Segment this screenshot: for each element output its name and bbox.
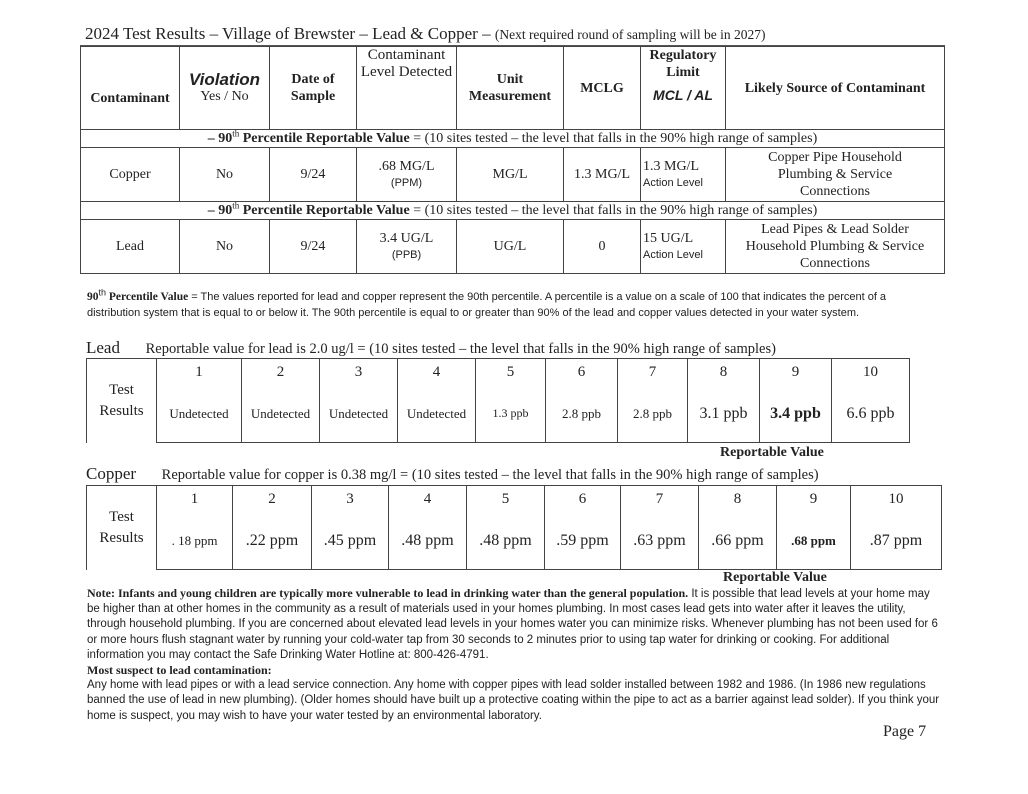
test-results-label: Test Results: [87, 359, 157, 443]
header-reg-limit: [641, 47, 726, 130]
lead-results-table: [86, 358, 910, 443]
definition-label-rest: Percentile Value: [106, 291, 189, 303]
sample-number: 2: [242, 359, 320, 386]
sample-number: 10: [832, 359, 910, 386]
sample-number: 5: [467, 486, 545, 513]
sample-value: 3.1 ppb: [688, 385, 760, 443]
percentile-bold: Percentile Reportable Value: [239, 131, 410, 146]
sample-value: 2.8 ppb: [618, 385, 688, 443]
percentile-bold: Percentile Reportable Value: [239, 203, 410, 218]
row-violation: No: [180, 148, 270, 202]
copper-results-table: [86, 485, 942, 570]
percentile-definition: [87, 287, 937, 321]
sample-number: 7: [618, 359, 688, 386]
header-violation-label: Violation: [188, 70, 261, 89]
row-date: 9/24: [270, 220, 357, 274]
test-results-label: Test Results: [87, 486, 157, 570]
percentile-note: [81, 130, 945, 148]
row-level-sub: (PPM): [390, 176, 423, 189]
sample-value: Undetected: [242, 385, 320, 443]
sample-number: 5: [476, 359, 546, 386]
sample-value: .63 ppm: [621, 512, 699, 570]
row-limit-sub: Action Level: [643, 176, 703, 189]
title-note: (Next required round of sampling will be in 2027): [494, 27, 766, 42]
suspect-heading: Most suspect to lead contamination:: [87, 663, 272, 678]
row-unit: UG/L: [457, 220, 564, 274]
definition-text: = The values reported for lead and copper represent the 90th percentile. A percentile is a value on a scale of 100 that indicates the percent of a distribution system that is equal to or below it. The 90th percentile is equal to or greater than 90% of the lead and copper values detected in your water system.: [87, 291, 887, 319]
sample-value: .45 ppm: [312, 512, 389, 570]
document-title: [85, 24, 766, 44]
definition-label-sup: th: [98, 287, 107, 298]
header-violation: [180, 47, 270, 130]
sample-number-row: [87, 486, 942, 513]
sample-number: 2: [233, 486, 312, 513]
reportable-sample-value: 3.4 ppb: [760, 385, 832, 443]
sample-value-row: [87, 512, 942, 570]
header-violation-sub: Yes / No: [200, 89, 249, 104]
percentile-rest: = (10 sites tested – the level that falls in the 90% high range of samples): [409, 203, 818, 218]
sample-number: 3: [312, 486, 389, 513]
sample-number: 1: [157, 359, 242, 386]
results-table: [80, 46, 945, 274]
percentile-prefix: – 90: [207, 131, 233, 146]
sample-value: .48 ppm: [389, 512, 467, 570]
sample-value: 1.3 ppb: [476, 385, 546, 443]
sample-value: .59 ppm: [545, 512, 621, 570]
sample-number: 10: [851, 486, 942, 513]
header-level: Contaminant Level Detected: [357, 47, 457, 130]
sample-value: .48 ppm: [467, 512, 545, 570]
sample-value: 2.8 ppb: [546, 385, 618, 443]
notes-section: [87, 586, 945, 724]
percentile-note: [81, 202, 945, 220]
page-number: Page 7: [883, 723, 927, 740]
title-main: 2024 Test Results – Village of Brewster – Lead & Copper –: [85, 24, 491, 43]
row-limit: [641, 148, 726, 202]
infant-note-text: It is possible that lead levels at your home may be higher than at other homes in the community as a result of materials used in your homes plumbing. In most cases lead gets into water after it leaves the utility, through household plumbing. If you are concerned about elevated lead levels in your homes water you can minimize risks. Whenever plumbing has not been used for 6 or more hours flush stagnant water by running your cold-water tap from 30 seconds to 2 minutes prior to using tap water for drinking or cooking. For additional information you may contact the Safe Drinking Water Hotline at: 800-426-4791.: [87, 588, 938, 661]
sample-number: 6: [545, 486, 621, 513]
percentile-row: [81, 130, 945, 148]
sample-value: .87 ppm: [851, 512, 942, 570]
sample-number: 4: [389, 486, 467, 513]
sample-number: 3: [320, 359, 398, 386]
row-date: 9/24: [270, 148, 357, 202]
lead-section-heading: [86, 338, 776, 358]
row-unit: MG/L: [457, 148, 564, 202]
row-limit: [641, 220, 726, 274]
percentile-rest: = (10 sites tested – the level that falls in the 90% high range of samples): [409, 131, 818, 146]
sample-value: .22 ppm: [233, 512, 312, 570]
sample-number: 8: [688, 359, 760, 386]
header-reg-limit-sub: MCL / AL: [653, 87, 713, 103]
header-unit: Unit Measurement: [457, 47, 564, 130]
sample-value: .66 ppm: [699, 512, 777, 570]
copper-section-heading: [86, 464, 819, 484]
row-level: [357, 148, 457, 202]
table-row: [81, 220, 945, 274]
sample-number: 9: [760, 359, 832, 386]
header-mclg: MCLG: [564, 47, 641, 130]
row-contaminant: Lead: [81, 220, 180, 274]
percentile-sup: th: [232, 128, 240, 139]
row-violation: No: [180, 220, 270, 274]
percentile-prefix: – 90: [207, 203, 233, 218]
sample-number: 4: [398, 359, 476, 386]
row-limit-value: 15 UG/L: [643, 230, 694, 246]
lead-description: Reportable value for lead is 2.0 ug/l = (10 sites tested – the level that falls in the 90% high range of samples): [145, 341, 776, 357]
copper-reportable-value-label: Reportable Value: [723, 570, 827, 585]
copper-label: Copper: [86, 464, 137, 483]
row-level: [357, 220, 457, 274]
sample-value: . 18 ppm: [157, 512, 233, 570]
sample-number: 1: [157, 486, 233, 513]
row-limit-sub: Action Level: [643, 248, 703, 261]
row-mclg: 0: [564, 220, 641, 274]
percentile-sup: th: [232, 200, 240, 211]
row-mclg: 1.3 MG/L: [564, 148, 641, 202]
definition-label-num: 90: [87, 291, 99, 303]
sample-number: 7: [621, 486, 699, 513]
sample-value: Undetected: [157, 385, 242, 443]
header-row: [81, 47, 945, 130]
lead-label: Lead: [86, 338, 120, 357]
sample-value: Undetected: [320, 385, 398, 443]
header-date: Date of Sample: [270, 47, 357, 130]
row-level-value: 3.4 UG/L: [379, 230, 434, 246]
percentile-row: [81, 202, 945, 220]
row-limit-value: 1.3 MG/L: [643, 158, 699, 174]
row-source: Copper Pipe Household Plumbing & Service Connections: [726, 148, 945, 202]
sample-value: Undetected: [398, 385, 476, 443]
sample-value-row: [87, 385, 910, 443]
sample-number-row: [87, 359, 910, 386]
header-source: Likely Source of Contaminant: [726, 47, 945, 130]
row-source: Lead Pipes & Lead Solder Household Plumbing & Service Connections: [726, 220, 945, 274]
infant-note-heading: Note: Infants and young children are typically more vulnerable to lead in drinking water than the general population.: [87, 586, 689, 600]
header-reg-limit-label: Regulatory Limit: [649, 48, 717, 80]
sample-value: 6.6 ppb: [832, 385, 910, 443]
copper-description: Reportable value for copper is 0.38 mg/l = (10 sites tested – the level that falls in the 90% high range of samples): [161, 467, 819, 483]
table-row: [81, 148, 945, 202]
reportable-sample-value: .68 ppm: [777, 512, 851, 570]
infant-note: [87, 586, 945, 663]
sample-number: 6: [546, 359, 618, 386]
sample-number: 9: [777, 486, 851, 513]
row-level-value: .68 MG/L: [378, 158, 435, 174]
row-contaminant: Copper: [81, 148, 180, 202]
lead-reportable-value-label: Reportable Value: [720, 445, 824, 460]
row-level-sub: (PPB): [391, 248, 422, 261]
header-contaminant: Contaminant: [81, 47, 180, 130]
suspect-text: Any home with lead pipes or with a lead service connection. Any home with copper pipes with lead solder installed between 1982 and 1986. (In 1986 new regulations banned the use of lead in new plumbing). (Older homes should have built up a protective coating within the pipe to act as a barrier against lead solder). If you think your home is suspect, you may wish to have your water tested by an environmental laboratory.: [87, 679, 940, 722]
sample-number: 8: [699, 486, 777, 513]
